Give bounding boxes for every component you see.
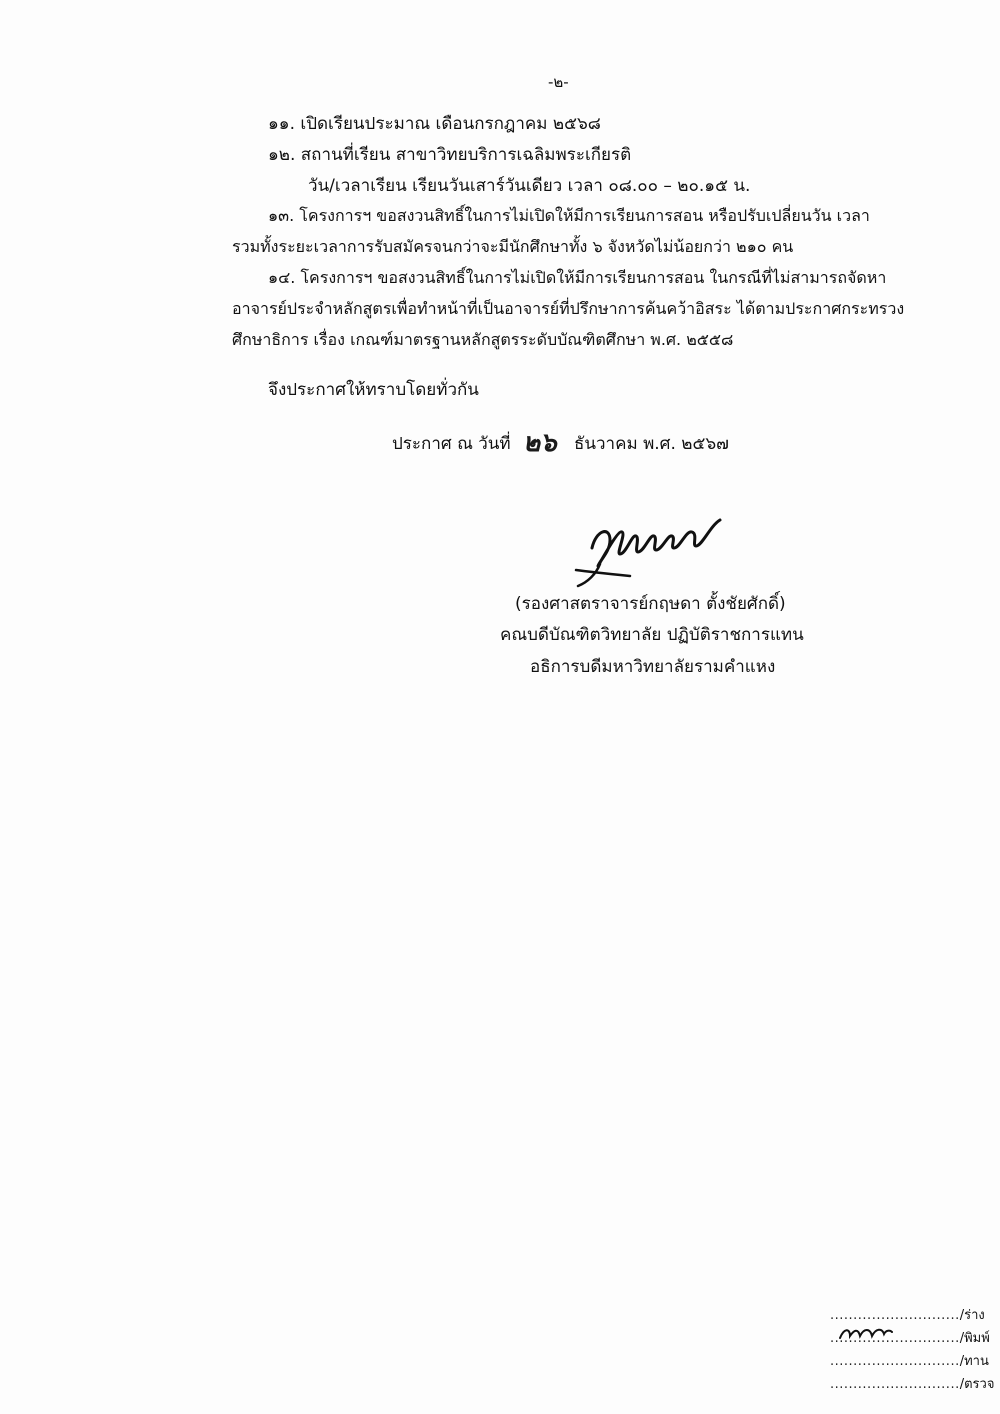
- item-13-line-2: รวมทั้งระยะเวลาการรับสมัครจนกว่าจะมีนักศึกษาทั้ง ๖ จังหวัดไม่น้อยกว่า ๒๑๐ คน: [232, 237, 794, 256]
- item-14-line-1: ๑๔. โครงการฯ ขอสงวนสิทธิ์ในการไม่เปิดให้มีการเรียนการสอน ในกรณีที่ไม่สามารถจัดหา: [268, 268, 887, 287]
- footer-typed-initials: [836, 1322, 896, 1344]
- footer-checked: [830, 1377, 994, 1393]
- footer-proofread: [830, 1354, 989, 1370]
- footer-checked-label: /ตรวจ: [959, 1377, 995, 1392]
- item-14-line-2: อาจารย์ประจำหลักสูตรเพื่อทำหน้าที่เป็นอาจารย์ที่ปรึกษาการค้นคว้าอิสระ ได้ตามประกาศกระทรวง: [232, 299, 905, 318]
- handwritten-day: ๒๖: [523, 428, 557, 458]
- footer-draft-label: /ร่าง: [959, 1308, 985, 1323]
- page-number: -๒-: [548, 73, 569, 91]
- item-13-line-1: ๑๓. โครงการฯ ขอสงวนสิทธิ์ในการไม่เปิดให้มีการเรียนการสอน หรือปรับเปลี่ยนวัน เวลา: [268, 206, 870, 225]
- item-12-schedule: วัน/เวลาเรียน เรียนวันเสาร์วันเดียว เวลา ๐๘.๐๐ – ๒๐.๑๕ น.: [308, 176, 751, 196]
- signatory-name: (รองศาสตราจารย์กฤษดา ตั้งชัยศักดิ์): [515, 594, 786, 614]
- item-14-line-3: ศึกษาธิการ เรื่อง เกณฑ์มาตรฐานหลักสูตรระดับบัณฑิตศึกษา พ.ศ. ๒๕๕๘: [232, 330, 734, 349]
- item-11: ๑๑. เปิดเรียนประมาณ เดือนกรกฎาคม ๒๕๖๘: [268, 114, 601, 134]
- announcement-line: จึงประกาศให้ทราบโดยทั่วกัน: [268, 380, 479, 400]
- footer-typed-label: /พิมพ์: [959, 1331, 990, 1346]
- footer-checked-dots: ............................: [830, 1377, 960, 1392]
- signature: [570, 500, 740, 590]
- date-prefix: ประกาศ ณ วันที่: [392, 434, 511, 454]
- footer-draft-dots: ............................: [830, 1308, 960, 1323]
- footer-typed-dots: ............................: [830, 1331, 960, 1346]
- signatory-position: คณบดีบัณฑิตวิทยาลัย ปฏิบัติราชการแทน: [500, 625, 804, 645]
- signatory-on-behalf: อธิการบดีมหาวิทยาลัยรามคำแหง: [530, 657, 776, 677]
- footer-proofread-dots: ............................: [830, 1354, 960, 1369]
- footer-proofread-label: /ทาน: [959, 1354, 989, 1369]
- date-suffix: ธันวาคม พ.ศ. ๒๕๖๗: [574, 434, 729, 454]
- item-12: ๑๒. สถานที่เรียน สาขาวิทยบริการเฉลิมพระเกียรติ: [268, 145, 632, 165]
